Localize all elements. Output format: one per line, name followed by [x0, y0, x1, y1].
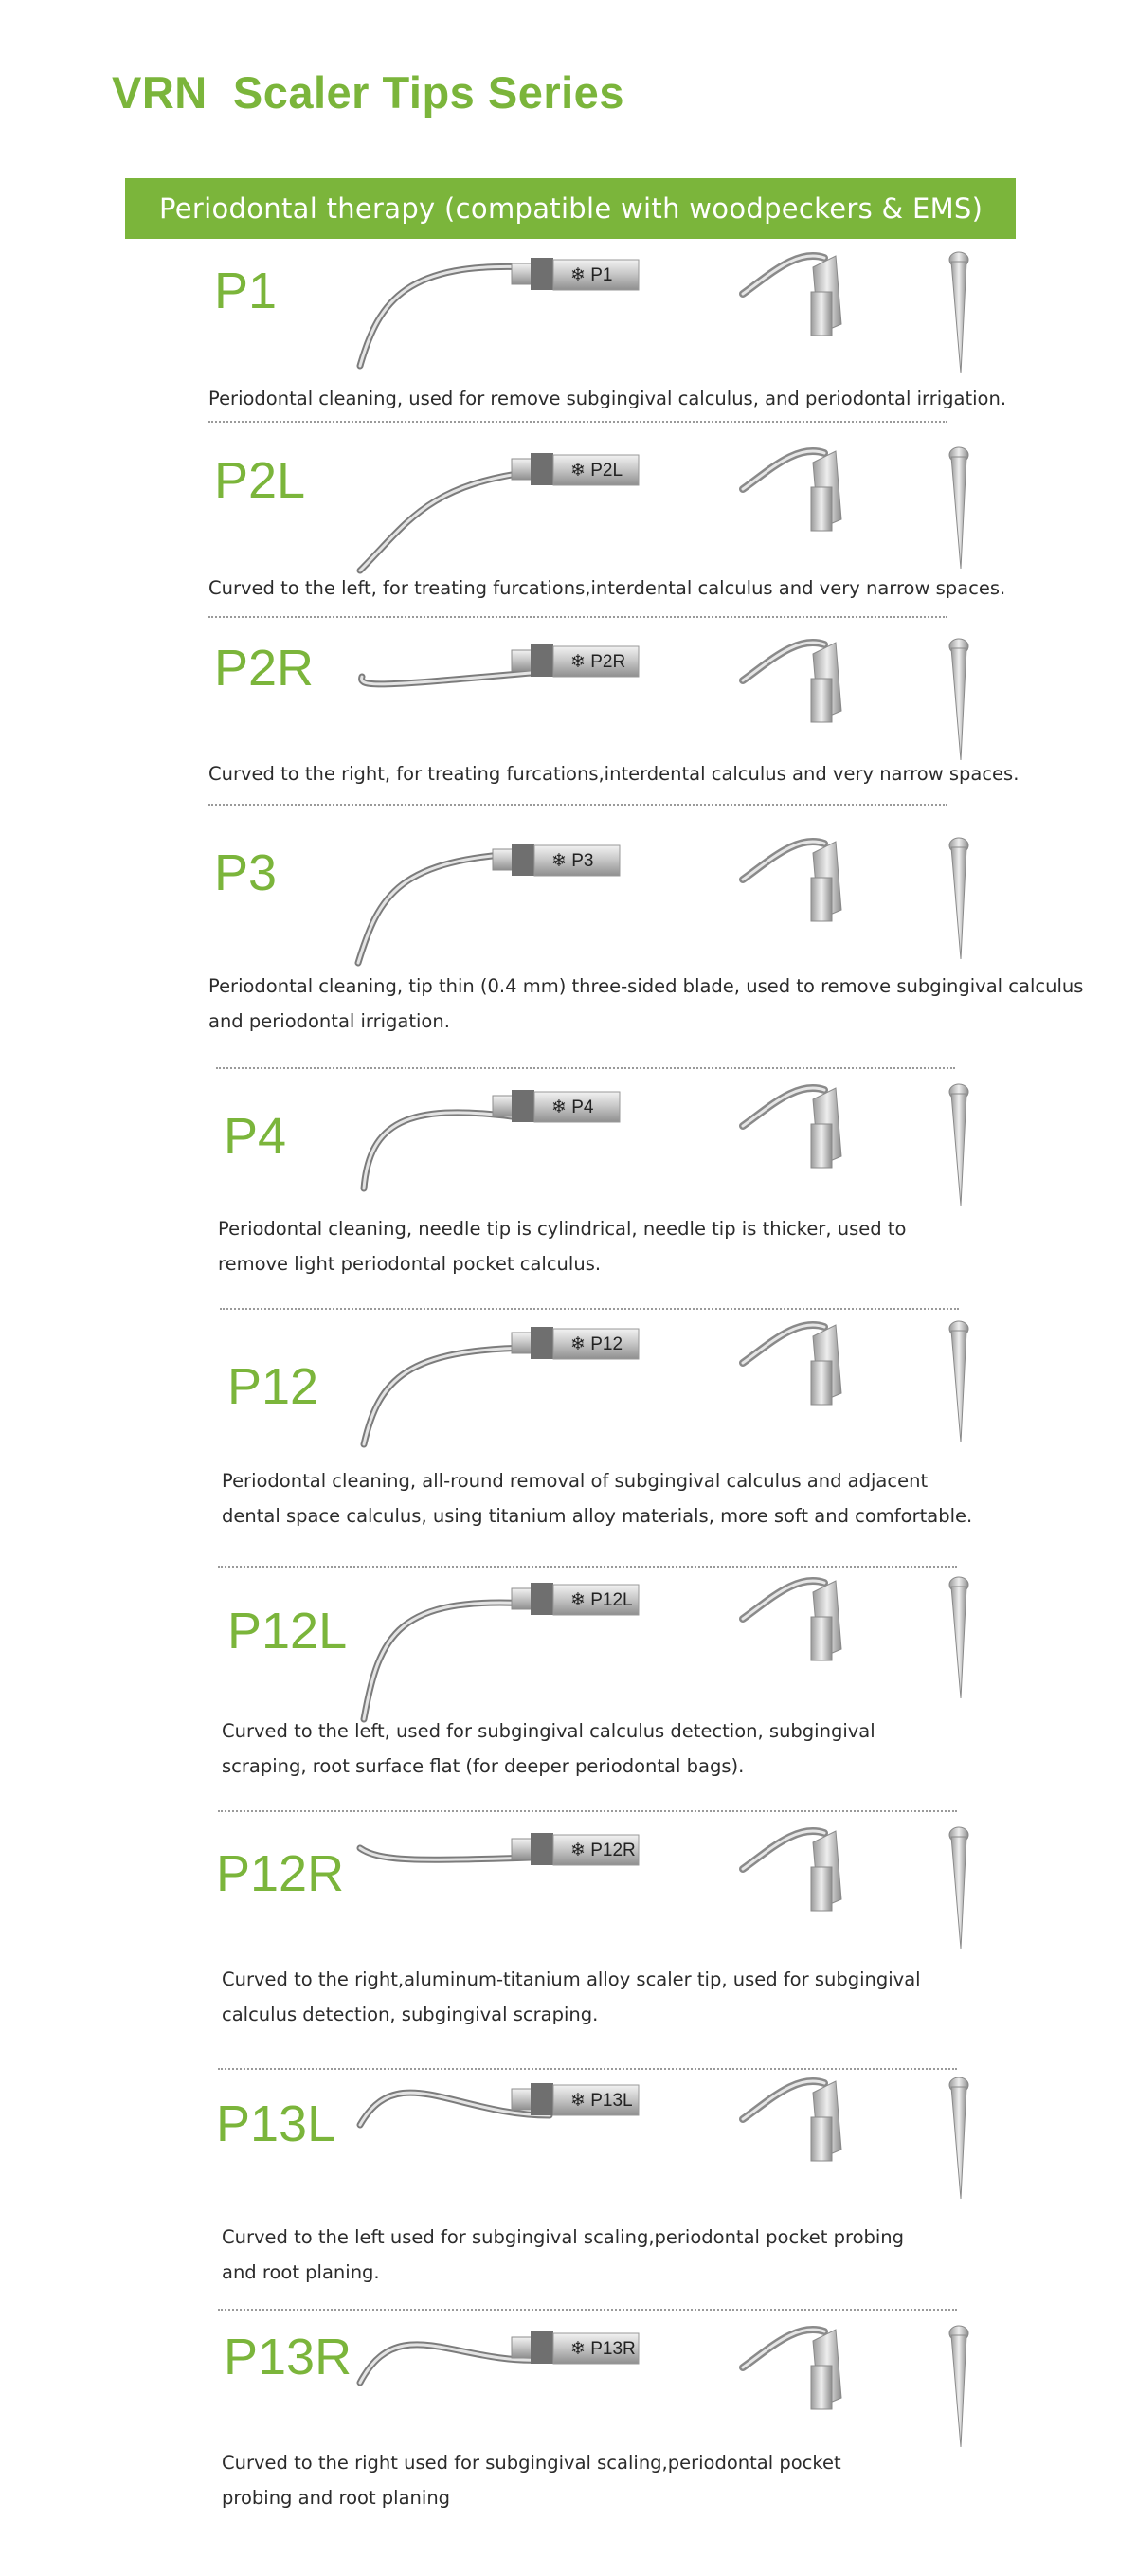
tip-hex [531, 258, 553, 290]
tip-section-p12 [0, 1317, 1137, 1564]
tip-angle-view [730, 1080, 872, 1223]
tip-section-p12l [0, 1573, 1137, 1820]
tip-description-line: Curved to the right, for treating furcations,interdental calculus and very narrow spaces. [208, 763, 1020, 785]
tip-code: P12R [216, 1845, 345, 1902]
tip-angle-view [730, 834, 872, 976]
tip-hex [531, 644, 553, 677]
tip-front-view [929, 2074, 995, 2216]
tip-angle-view [730, 1317, 872, 1460]
tip-section-p13l [0, 2074, 1137, 2320]
tip-hex [531, 2083, 553, 2115]
tip-front-view [929, 1080, 995, 1223]
tip-front-view [929, 2322, 995, 2464]
section-divider [208, 804, 948, 806]
tip-description-line: and root planing. [222, 2261, 380, 2283]
section-divider [208, 421, 948, 423]
tip-hex [512, 1090, 534, 1122]
tip-engraving: ❄ P1 [570, 265, 613, 285]
tip-description-line: dental space calculus, using titanium alloy materials, more soft and comfortable. [222, 1505, 973, 1527]
tip-angle-view [730, 248, 872, 390]
tip-code: P1 [214, 263, 278, 319]
tip-working-end [360, 266, 531, 366]
tip-front-view [929, 834, 995, 976]
tip-description-line: Curved to the left, for treating furcations,interdental calculus and very narrow spaces. [208, 577, 1006, 599]
tip-engraving: ❄ P12R [570, 1841, 636, 1860]
tip-code: P12 [227, 1358, 319, 1415]
page-title: VRN Scaler Tips Series [112, 67, 624, 118]
tip-working-end [364, 1603, 531, 1719]
tip-code: P13L [216, 2095, 336, 2152]
tip-section-p12r [0, 1823, 1137, 2070]
tip-engraving: ❄ P2L [570, 461, 623, 481]
tip-section-p4 [0, 1080, 1137, 1327]
tip-working-end [364, 1348, 531, 1444]
tip-angle-view [730, 2322, 872, 2464]
tip-description-line: Periodontal cleaning, used for remove subgingival calculus, and periodontal irrigation. [208, 388, 1007, 409]
tip-engraving: ❄ P13L [570, 2091, 633, 2111]
category-banner: Periodontal therapy (compatible with woodpeckers & EMS) [125, 178, 1016, 239]
tip-code: P4 [224, 1108, 287, 1165]
tip-front-view [929, 1573, 995, 1715]
tip-code: P3 [214, 844, 278, 901]
section-divider [218, 2309, 957, 2311]
tip-engraving: ❄ P12 [570, 1334, 623, 1354]
tip-description-line: Curved to the left, used for subgingival calculus detection, subgingival [222, 1720, 875, 1742]
tip-hex [531, 1833, 553, 1865]
tip-working-end [364, 1113, 512, 1188]
tip-description-line: Periodontal cleaning, tip thin (0.4 mm) three-sided blade, used to remove subgingival calculus [208, 975, 1084, 997]
section-divider [216, 1067, 955, 1069]
tip-section-p3 [0, 834, 1137, 1080]
tip-engraving: ❄ P13R [570, 2339, 636, 2359]
tip-front-view [929, 1317, 995, 1460]
tip-description-line: Periodontal cleaning, all-round removal of subgingival calculus and adjacent [222, 1470, 929, 1492]
tip-description-line: Curved to the left used for subgingival scaling,periodontal pocket probing [222, 2226, 905, 2248]
tip-front-view [929, 248, 995, 390]
tip-description-line: Curved to the right used for subgingival scaling,periodontal pocket [222, 2452, 841, 2474]
tip-angle-view [730, 444, 872, 586]
tip-hex [531, 2331, 553, 2364]
tip-hex [512, 844, 534, 876]
tip-hex [531, 1327, 553, 1359]
tip-front-view [929, 1823, 995, 1966]
tip-description-line: scraping, root surface flat (for deeper periodontal bags). [222, 1755, 745, 1777]
tip-front-view [929, 444, 995, 586]
section-divider [218, 1810, 957, 1812]
tip-engraving: ❄ P12L [570, 1590, 633, 1610]
tip-engraving: ❄ P3 [551, 851, 594, 871]
tip-code: P2L [214, 452, 306, 509]
tip-description-line: calculus detection, subgingival scraping. [222, 2004, 599, 2025]
tip-hex [531, 453, 553, 485]
tip-code: P2R [214, 640, 315, 697]
tip-code: P13R [224, 2329, 352, 2386]
section-divider [208, 616, 948, 618]
tip-working-end [360, 472, 531, 571]
tip-description-line: probing and root planing [222, 2487, 451, 2509]
section-divider [220, 1308, 959, 1310]
tip-description-line: Periodontal cleaning, needle tip is cylindrical, needle tip is thicker, used to [218, 1218, 907, 1240]
tip-hex [531, 1583, 553, 1615]
tip-description-line: and periodontal irrigation. [208, 1010, 450, 1032]
tip-description-line: Curved to the right,aluminum-titanium alloy scaler tip, used for subgingival [222, 1968, 921, 1990]
tip-angle-view [730, 1823, 872, 1966]
tip-section-p13r [0, 2322, 1137, 2568]
tip-angle-view [730, 1573, 872, 1715]
tip-angle-view [730, 2074, 872, 2216]
tip-description-line: remove light periodontal pocket calculus. [218, 1253, 602, 1275]
tip-engraving: ❄ P4 [551, 1098, 594, 1117]
tip-engraving: ❄ P2R [570, 652, 626, 672]
tip-code: P12L [227, 1603, 348, 1660]
